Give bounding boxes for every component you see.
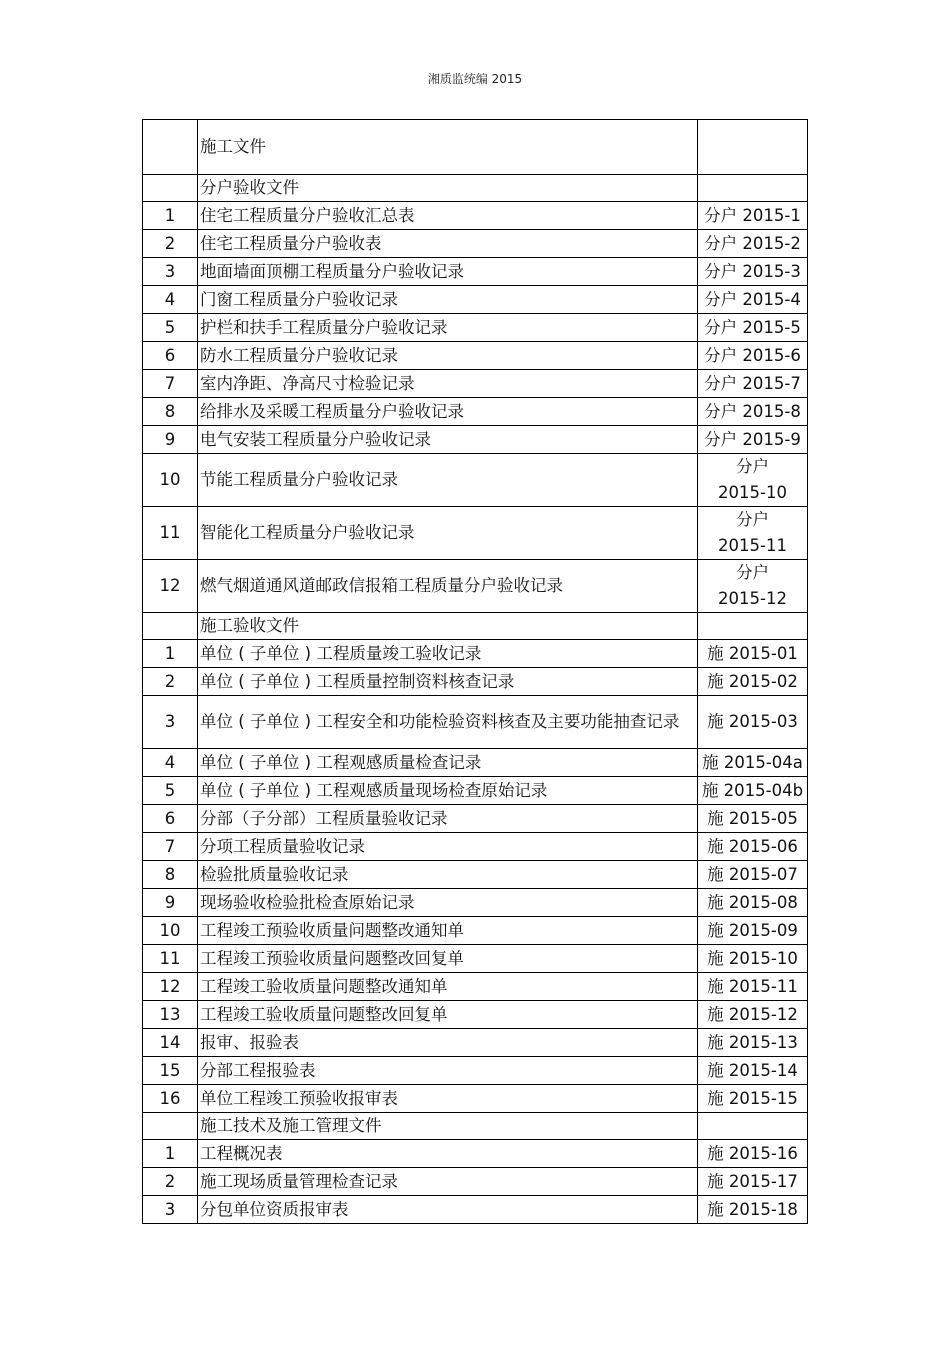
- table-row: [143, 777, 808, 805]
- section-title: 分户验收文件: [198, 175, 698, 202]
- table-row: [143, 342, 808, 370]
- row-code: 施 2015-05: [698, 805, 808, 833]
- row-name: 检验批质量验收记录: [198, 861, 698, 889]
- row-number: 2: [143, 1168, 198, 1196]
- row-code: 施 2015-07: [698, 861, 808, 889]
- table-row: [143, 454, 808, 507]
- row-code: 分户 2015-2: [698, 230, 808, 258]
- row-code-line1: 分户: [736, 563, 769, 582]
- row-number: 13: [143, 1001, 198, 1029]
- row-number: 12: [143, 973, 198, 1001]
- row-number: 16: [143, 1085, 198, 1113]
- page-header: 湘质监统编 2015: [427, 72, 523, 86]
- row-code: 施 2015-12: [698, 1001, 808, 1029]
- row-name: 分项工程质量验收记录: [198, 833, 698, 861]
- table-row: [143, 640, 808, 668]
- row-name: 工程竣工验收质量问题整改回复单: [198, 1001, 698, 1029]
- empty-cell: [143, 1113, 198, 1140]
- table-row: [143, 749, 808, 777]
- row-code: 分户 2015-4: [698, 286, 808, 314]
- empty-cell: [143, 613, 198, 640]
- row-name: 护栏和扶手工程质量分户验收记录: [198, 314, 698, 342]
- row-number: 3: [143, 696, 198, 749]
- row-name: 电气安装工程质量分户验收记录: [198, 426, 698, 454]
- row-name: 现场验收检验批检查原始记录: [198, 889, 698, 917]
- table-row: [143, 370, 808, 398]
- row-code: [698, 454, 808, 507]
- row-code: 分户 2015-1: [698, 202, 808, 230]
- section-header-row: [143, 175, 808, 202]
- table-row: [143, 833, 808, 861]
- row-number: 9: [143, 889, 198, 917]
- row-number: 6: [143, 342, 198, 370]
- table-title-row: [143, 120, 808, 175]
- row-number: 2: [143, 230, 198, 258]
- table-row: [143, 230, 808, 258]
- row-number: 11: [143, 507, 198, 560]
- table-row: [143, 917, 808, 945]
- row-number: 15: [143, 1057, 198, 1085]
- row-number: 4: [143, 749, 198, 777]
- row-number: 10: [143, 917, 198, 945]
- row-code: 分户 2015-5: [698, 314, 808, 342]
- row-code: 分户 2015-6: [698, 342, 808, 370]
- row-name: 给排水及采暖工程质量分户验收记录: [198, 398, 698, 426]
- row-code: 施 2015-18: [698, 1196, 808, 1224]
- row-number: 1: [143, 1140, 198, 1168]
- row-number: 8: [143, 861, 198, 889]
- row-number: 6: [143, 805, 198, 833]
- table-row: [143, 560, 808, 613]
- empty-cell: [698, 1113, 808, 1140]
- row-name: 工程竣工预验收质量问题整改回复单: [198, 945, 698, 973]
- row-name: 单位工程竣工预验收报审表: [198, 1085, 698, 1113]
- table-row: [143, 398, 808, 426]
- row-number: 2: [143, 668, 198, 696]
- table-row: [143, 668, 808, 696]
- row-number: 1: [143, 202, 198, 230]
- section-header-row: [143, 1113, 808, 1140]
- document-index-table: [142, 119, 808, 1224]
- row-code: 施 2015-09: [698, 917, 808, 945]
- row-name: 单位 ( 子单位 ) 工程观感质量现场检查原始记录: [198, 777, 698, 805]
- row-name: 单位 ( 子单位 ) 工程观感质量检查记录: [198, 749, 698, 777]
- table-row: [143, 1057, 808, 1085]
- table-row: [143, 945, 808, 973]
- table-row: [143, 805, 808, 833]
- row-number: 14: [143, 1029, 198, 1057]
- row-name: 单位 ( 子单位 ) 工程质量竣工验收记录: [198, 640, 698, 668]
- row-name: 燃气烟道通风道邮政信报箱工程质量分户验收记录: [198, 560, 698, 613]
- row-number: 5: [143, 314, 198, 342]
- table-row: [143, 889, 808, 917]
- row-name: 工程概况表: [198, 1140, 698, 1168]
- row-name: 住宅工程质量分户验收表: [198, 230, 698, 258]
- row-code: 分户 2015-8: [698, 398, 808, 426]
- empty-cell: [698, 120, 808, 175]
- row-name: 分部（子分部）工程质量验收记录: [198, 805, 698, 833]
- table-row: [143, 861, 808, 889]
- table-row: [143, 1001, 808, 1029]
- row-name: 工程竣工预验收质量问题整改通知单: [198, 917, 698, 945]
- row-code: 施 2015-16: [698, 1140, 808, 1168]
- empty-cell: [698, 175, 808, 202]
- row-code-line2: 2015-11: [718, 536, 787, 555]
- row-code: 施 2015-06: [698, 833, 808, 861]
- row-number: 1: [143, 640, 198, 668]
- row-number: 3: [143, 1196, 198, 1224]
- row-code-line1: 分户: [736, 457, 769, 476]
- row-code: 施 2015-03: [698, 696, 808, 749]
- row-code: [698, 507, 808, 560]
- row-number: 9: [143, 426, 198, 454]
- row-code: 施 2015-04b: [698, 777, 808, 805]
- row-name: 防水工程质量分户验收记录: [198, 342, 698, 370]
- table-row: [143, 1140, 808, 1168]
- row-code-line1: 分户: [736, 510, 769, 529]
- row-code: 施 2015-01: [698, 640, 808, 668]
- section-title: 施工验收文件: [198, 613, 698, 640]
- row-code: 分户 2015-7: [698, 370, 808, 398]
- empty-cell: [698, 613, 808, 640]
- section-header-row: [143, 613, 808, 640]
- row-number: 10: [143, 454, 198, 507]
- row-name: 报审、报验表: [198, 1029, 698, 1057]
- row-number: 4: [143, 286, 198, 314]
- table-row: [143, 426, 808, 454]
- row-name: 住宅工程质量分户验收汇总表: [198, 202, 698, 230]
- row-name: 单位 ( 子单位 ) 工程安全和功能检验资料核查及主要功能抽查记录: [198, 696, 698, 749]
- row-code: 施 2015-13: [698, 1029, 808, 1057]
- row-code: 分户 2015-3: [698, 258, 808, 286]
- table-row: [143, 1168, 808, 1196]
- row-number: 5: [143, 777, 198, 805]
- row-code: 施 2015-04a: [698, 749, 808, 777]
- row-code: 施 2015-11: [698, 973, 808, 1001]
- empty-cell: [143, 175, 198, 202]
- table-row: [143, 258, 808, 286]
- row-code: 施 2015-15: [698, 1085, 808, 1113]
- table-row: [143, 1196, 808, 1224]
- row-code: 施 2015-14: [698, 1057, 808, 1085]
- row-code-line2: 2015-10: [718, 483, 787, 502]
- table-row: [143, 202, 808, 230]
- table-row: [143, 314, 808, 342]
- table-row: [143, 1029, 808, 1057]
- document-category-title: 施工文件: [198, 120, 698, 175]
- row-number: 12: [143, 560, 198, 613]
- row-code: 施 2015-02: [698, 668, 808, 696]
- row-code-line2: 2015-12: [718, 589, 787, 608]
- table-row: [143, 286, 808, 314]
- row-name: 节能工程质量分户验收记录: [198, 454, 698, 507]
- table-row: [143, 973, 808, 1001]
- row-name: 智能化工程质量分户验收记录: [198, 507, 698, 560]
- row-name: 分包单位资质报审表: [198, 1196, 698, 1224]
- row-code: 分户 2015-9: [698, 426, 808, 454]
- table-row: [143, 696, 808, 749]
- row-name: 施工现场质量管理检查记录: [198, 1168, 698, 1196]
- row-name: 工程竣工验收质量问题整改通知单: [198, 973, 698, 1001]
- row-code: 施 2015-08: [698, 889, 808, 917]
- row-name: 门窗工程质量分户验收记录: [198, 286, 698, 314]
- table-row: [143, 507, 808, 560]
- row-name: 室内净距、净高尺寸检验记录: [198, 370, 698, 398]
- row-code: 施 2015-17: [698, 1168, 808, 1196]
- row-number: 8: [143, 398, 198, 426]
- row-name: 单位 ( 子单位 ) 工程质量控制资料核查记录: [198, 668, 698, 696]
- row-number: 7: [143, 833, 198, 861]
- table-row: [143, 1085, 808, 1113]
- row-code: 施 2015-10: [698, 945, 808, 973]
- row-number: 11: [143, 945, 198, 973]
- row-name: 分部工程报验表: [198, 1057, 698, 1085]
- row-number: 7: [143, 370, 198, 398]
- empty-cell: [143, 120, 198, 175]
- section-title: 施工技术及施工管理文件: [198, 1113, 698, 1140]
- row-code: [698, 560, 808, 613]
- row-name: 地面墙面顶棚工程质量分户验收记录: [198, 258, 698, 286]
- row-number: 3: [143, 258, 198, 286]
